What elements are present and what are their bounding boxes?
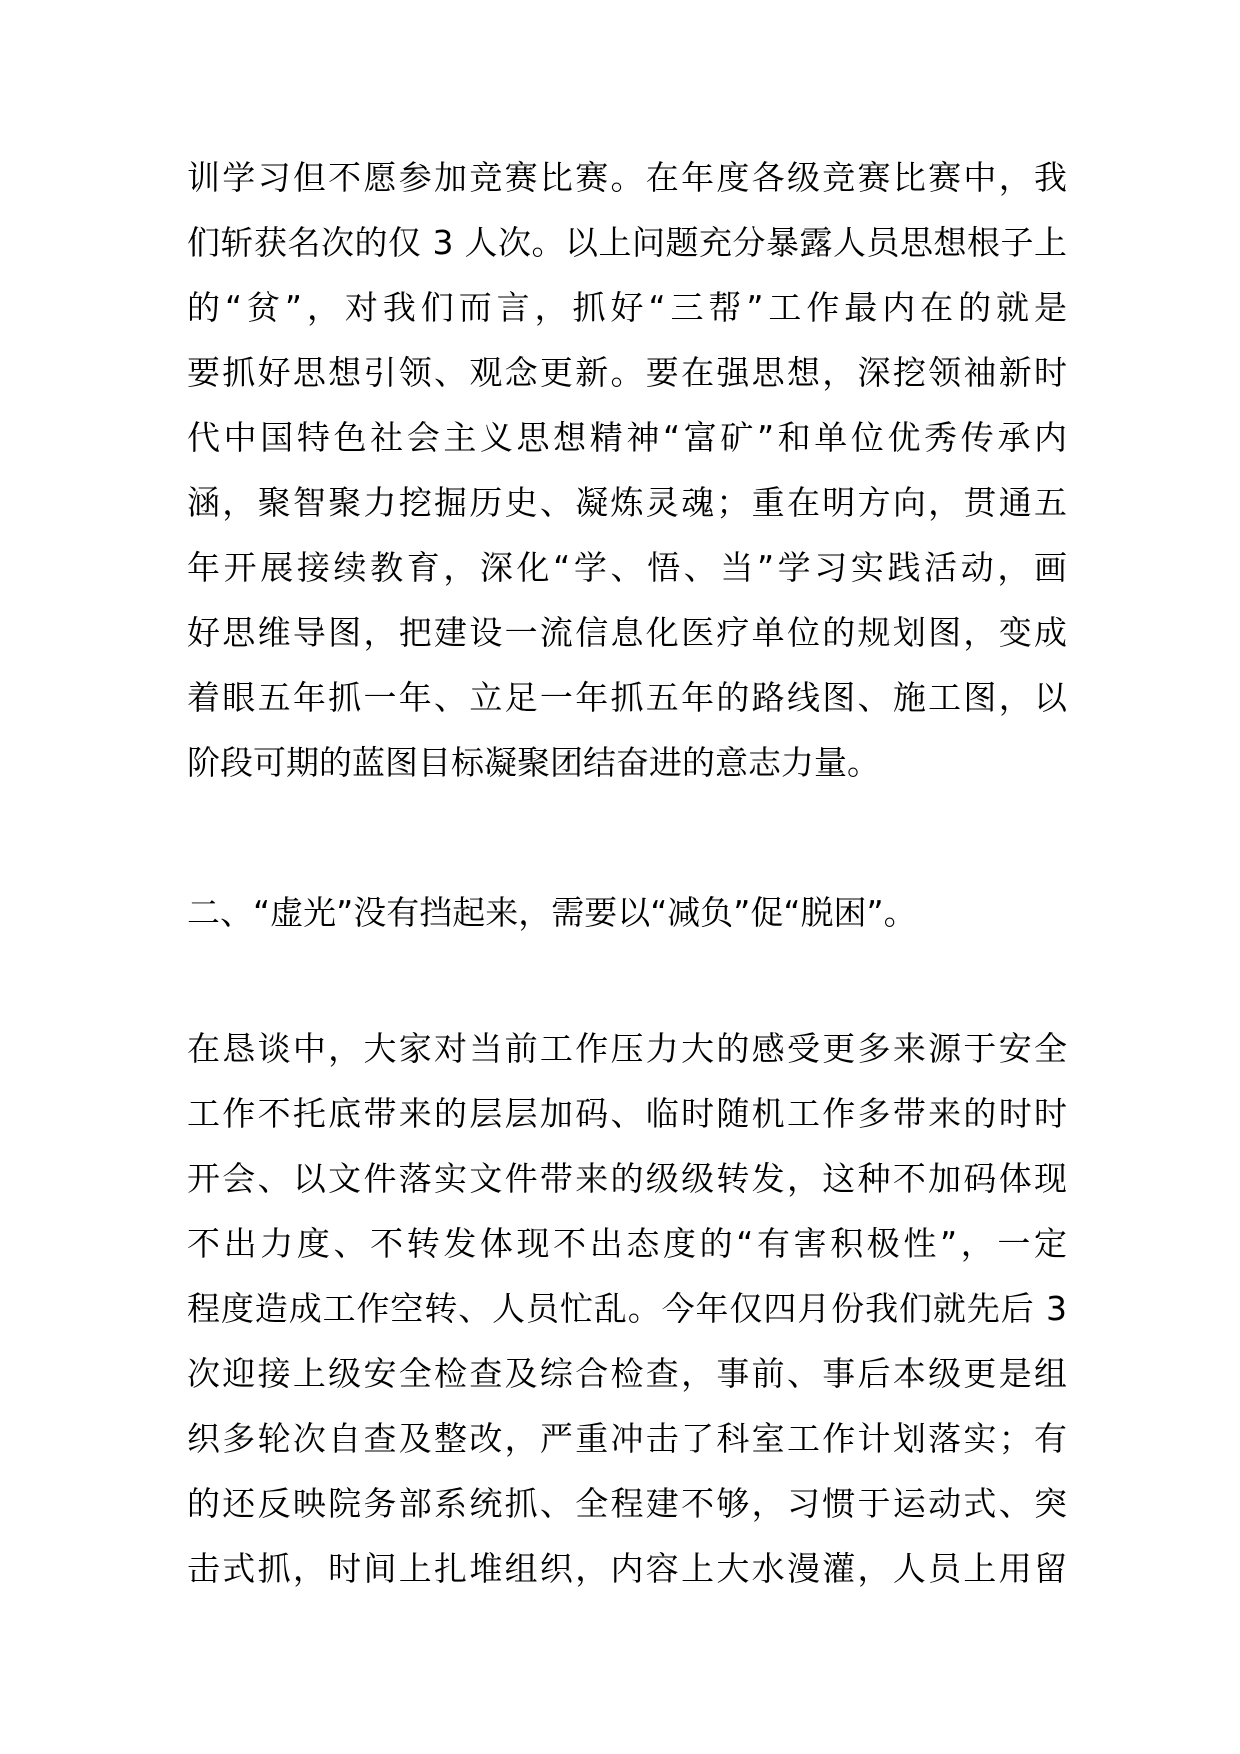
paragraph-2-line: 在恳谈中，大家对当前工作压力大的感受更多来源于安全 xyxy=(187,1029,1067,1068)
paragraph-2-line: 的还反映院务部系统抓、全程建不够，习惯于运动式、突 xyxy=(187,1484,1067,1523)
paragraph-1-line: 涵，聚智聚力挖掘历史、凝炼灵魂；重在明方向，贯通五 xyxy=(187,483,1067,522)
paragraph-2-line: 不出力度、不转发体现不出态度的“有害积极性”，一定 xyxy=(187,1224,1067,1263)
paragraph-1-line: 们斩获名次的仅 3 人次。以上问题充分暴露人员思想根子上 xyxy=(187,223,1067,262)
paragraph-2-line: 击式抓，时间上扎堆组织，内容上大水漫灌，人员上用留 xyxy=(187,1549,1067,1588)
paragraph-1-line: 训学习但不愿参加竞赛比赛。在年度各级竞赛比赛中，我 xyxy=(187,158,1067,197)
paragraph-1-line: 代中国特色社会主义思想精神“富矿”和单位优秀传承内 xyxy=(187,418,1067,457)
paragraph-2-line: 程度造成工作空转、人员忙乱。今年仅四月份我们就先后 3 xyxy=(187,1289,1067,1328)
paragraph-1-line: 阶段可期的蓝图目标凝聚团结奋进的意志力量。 xyxy=(187,743,880,782)
paragraph-1 xyxy=(187,145,1067,795)
paragraph-2-line: 工作不托底带来的层层加码、临时随机工作多带来的时时 xyxy=(187,1094,1067,1133)
paragraph-2-line: 织多轮次自查及整改，严重冲击了科室工作计划落实；有 xyxy=(187,1419,1067,1458)
section-heading-2 xyxy=(187,880,1067,945)
paragraph-1-line: 的“贫”，对我们而言，抓好“三帮”工作最内在的就是 xyxy=(187,288,1067,327)
paragraph-1-line: 着眼五年抓一年、立足一年抓五年的路线图、施工图，以 xyxy=(187,678,1067,717)
paragraph-1-line: 年开展接续教育，深化“学、悟、当”学习实践活动，画 xyxy=(187,548,1067,587)
paragraph-1-line: 好思维导图，把建设一流信息化医疗单位的规划图，变成 xyxy=(187,613,1067,652)
section-heading-2-text: 二、“虚光”没有挡起来，需要以“减负”促“脱困”。 xyxy=(187,893,917,932)
paragraph-1-line: 要抓好思想引领、观念更新。要在强思想，深挖领袖新时 xyxy=(187,353,1067,392)
paragraph-2 xyxy=(187,1016,1067,1601)
paragraph-2-line: 开会、以文件落实文件带来的级级转发，这种不加码体现 xyxy=(187,1159,1067,1198)
paragraph-2-line: 次迎接上级安全检查及综合检查，事前、事后本级更是组 xyxy=(187,1354,1067,1393)
